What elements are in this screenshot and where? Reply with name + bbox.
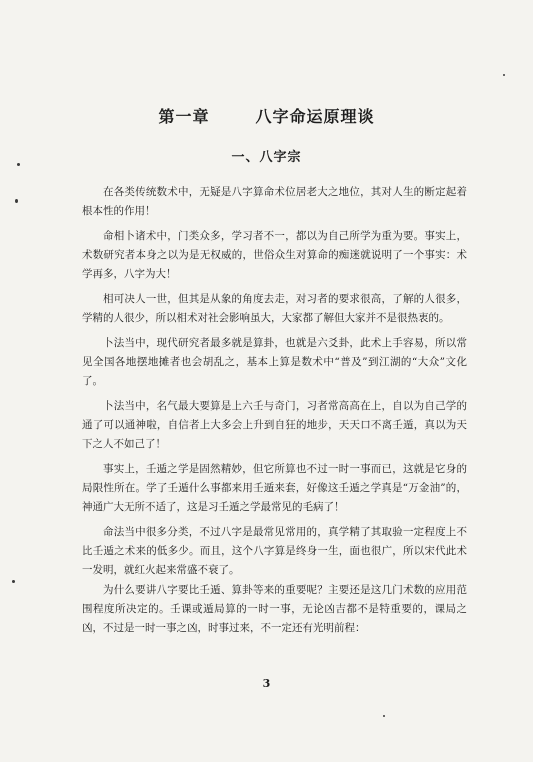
scan-speck	[15, 199, 18, 203]
paragraph: 为什么要讲八字要比壬遁、算卦等来的重要呢？主要还是这几门术数的应用范围程度所决定的。壬课或遁局算的一时一事，无论凶吉都不是特重要的，课局之凶，不过是一时一事之凶，时事过来，不一定还有光明前程：	[82, 584, 467, 634]
paragraph: 命法当中很多分类，不过八字是最常见常用的，真学精了其取验一定程度上不比壬遁之术来的低多少。而且，这个八字算是终身一生，面也很广，所以宋代此术一发明，就红火起来常盛不衰了。	[82, 526, 467, 576]
chapter-heading	[0, 104, 533, 127]
chapter-number: 第一章	[158, 107, 210, 126]
section-heading: 一、八字宗	[231, 150, 302, 165]
body-text-block	[82, 581, 467, 638]
paragraph: 卜法当中，名气最大要算是上六壬与奇门，习者常高高在上，自以为自己学的通了可以通神啦，自信者上大多会上升到自狂的地步，天天口不离壬遁，真以为天下之人不如己了！	[82, 400, 467, 450]
scan-speck	[503, 74, 505, 76]
paragraph: 卜法当中，现代研究者最多就是算卦，也就是六爻卦，此术上手容易，所以常见全国各地摆地摊者也会胡乱之，基本上算是数术中“普及”到江湖的“大众”文化了。	[82, 337, 467, 387]
body-text-block	[82, 183, 467, 580]
paragraph: 相可决人一世，但其是从象的角度去走，对习者的要求很高，了解的人很多，学精的人很少，所以相术对社会影响虽大，大家都了解但大家并不是很热衷的。	[82, 293, 467, 324]
page-number: 3	[262, 677, 271, 690]
scan-speck	[12, 580, 15, 583]
scan-speck	[383, 715, 385, 717]
paragraph: 事实上，壬遁之学是固然精妙，但它所算也不过一时一事而已，这就是它身的局限性所在。学了壬遁什么事都来用壬遁来套，好像这壬遁之学真是“万金油”的，神通广大无所不适了，这是习壬遁之学最常见的毛病了！	[82, 463, 467, 513]
chapter-title: 八字命运原理谈	[255, 107, 375, 126]
paragraph: 在各类传统数术中，无疑是八字算命术位居老大之地位，其对人生的断定起着根本性的作用！	[82, 186, 467, 217]
paragraph: 命相卜诸术中，门类众多，学习者不一，都以为自己所学为重为要。事实上，术数研究者本身之以为是无权威的，世俗众生对算命的痴迷就说明了一个事实：术学再多，八字为大！	[82, 230, 467, 280]
